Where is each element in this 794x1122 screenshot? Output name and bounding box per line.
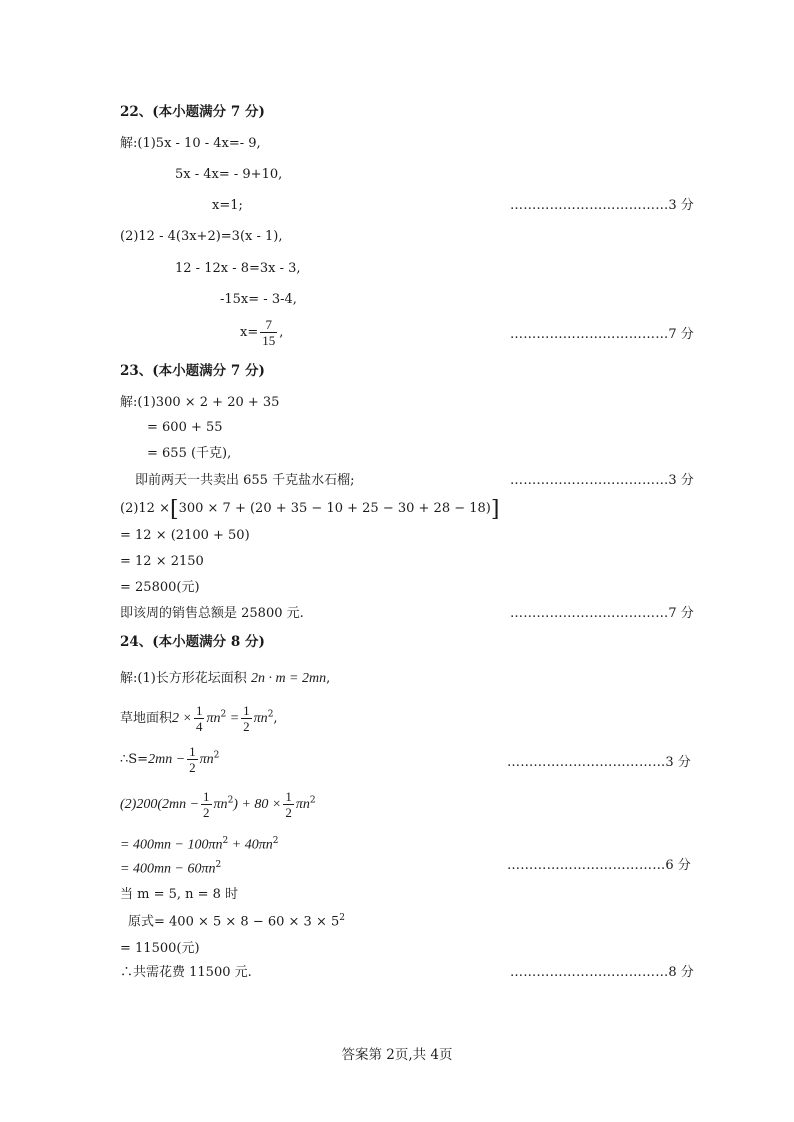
exponent: 2 <box>215 860 222 870</box>
q23-line5 <box>120 499 499 521</box>
score-dots: ……………………………… <box>510 198 669 213</box>
page-footer: 答案第 2页,共 4页 <box>341 1047 453 1063</box>
fraction-denominator: 2 <box>203 805 210 820</box>
fraction <box>194 704 205 733</box>
q24-line2 <box>120 704 278 733</box>
math-text: πn <box>295 797 310 812</box>
q24-title: 24、(本小题满分 8 分) <box>120 634 265 650</box>
score-label: 6 分 <box>665 858 691 873</box>
fraction <box>187 745 198 774</box>
math-text: (2)200(2mn − <box>120 797 200 812</box>
right-bracket: ] <box>490 497 500 522</box>
q23-title: 23、(本小题满分 7 分) <box>120 363 265 379</box>
left-bracket: [ <box>169 497 179 522</box>
q22-p2-line4 <box>240 318 283 347</box>
math-text: πn <box>206 711 221 726</box>
math-text: ∴S= <box>120 752 149 767</box>
score-label: 7 分 <box>668 606 694 621</box>
q23-line1: 解:(1)300 × 2 + 20 + 35 <box>120 395 280 410</box>
math-text: 300 × 7 + (20 + 35 − 10 + 25 − 30 + 28 − 18) <box>178 501 491 516</box>
exponent: 2 <box>220 709 227 720</box>
q24-line8 <box>128 914 345 928</box>
q22-p1-line1: 解:(1)5x - 10 - 4x=- 9, <box>120 136 261 151</box>
fraction <box>201 790 212 819</box>
score-dots: ……………………………… <box>507 858 666 873</box>
fraction <box>241 704 252 733</box>
q22-p1-line2: 5x - 4x= - 9+10, <box>175 167 283 182</box>
q23-line7: = 12 × 2150 <box>120 554 204 569</box>
body-text: 草地面积 <box>120 711 173 726</box>
q23-line6: = 12 × (2100 + 50) <box>120 528 250 543</box>
fraction <box>283 790 294 819</box>
q24-line1 <box>120 672 330 686</box>
exponent: 2 <box>227 795 234 806</box>
fraction-numerator: 1 <box>243 703 250 718</box>
math-text: 2mn − <box>148 752 186 767</box>
math-text: x= <box>240 325 259 340</box>
score-dots: ……………………………… <box>510 473 669 488</box>
q24-line7: 当 m = 5, n = 8 时 <box>120 887 239 902</box>
q24-score-2 <box>507 859 691 872</box>
score-dots: ……………………………… <box>510 606 669 621</box>
math-text: πn <box>213 797 228 812</box>
exponent: 2 <box>272 836 279 846</box>
fraction-denominator: 4 <box>195 719 203 734</box>
score-label: 3 分 <box>668 198 694 213</box>
fraction-numerator: 1 <box>203 789 210 804</box>
score-label: 3 分 <box>665 755 691 770</box>
q22-title: 22、(本小题满分 7 分) <box>120 104 265 120</box>
q24-line6 <box>120 861 221 876</box>
body-text: 解:(1)长方形花坛面积 <box>120 671 247 686</box>
q24-line9: = 11500(元) <box>120 941 200 956</box>
score-dots: ……………………………… <box>510 965 669 980</box>
math-text: (2)12 × <box>120 501 170 516</box>
q22-p1-line3: x=1; <box>212 198 243 213</box>
math-text: + 40πn <box>228 837 273 853</box>
q23-line3: = 655 (千克), <box>147 446 232 461</box>
math-text: , <box>326 671 331 686</box>
math-text: πn <box>199 752 214 767</box>
score-label: 7 分 <box>668 327 694 342</box>
math-text: 原式= 400 × 5 × 8 − 60 × 3 × 5 <box>128 914 340 930</box>
fraction-denominator: 15 <box>262 333 276 348</box>
math-text: = 400mn − 100πn <box>120 837 223 853</box>
fraction-numerator: 1 <box>189 744 196 759</box>
fraction <box>260 318 277 347</box>
q22-score-1 <box>510 199 694 212</box>
math-text: = 400mn − 60πn <box>120 861 216 877</box>
q22-score-2 <box>510 328 694 341</box>
math-text: ) + 80 × <box>233 797 282 812</box>
q23-score-2 <box>510 607 694 620</box>
fraction-numerator: 1 <box>195 703 203 718</box>
q22-p2-line2: 12 - 12x - 8=3x - 3, <box>175 261 301 276</box>
exponent: 2 <box>222 836 229 846</box>
q24-score-3 <box>510 966 694 979</box>
math-text: πn <box>253 711 268 726</box>
score-dots: ……………………………… <box>510 327 669 342</box>
math-text: , <box>279 325 284 340</box>
math-text: = <box>226 711 240 726</box>
fraction-denominator: 2 <box>189 760 196 775</box>
score-label: 3 分 <box>668 473 694 488</box>
math-expression: 2n · m = 2mn <box>250 671 327 686</box>
exponent: 2 <box>213 750 220 761</box>
score-label: 8 分 <box>668 965 694 980</box>
q23-score-1 <box>510 474 694 487</box>
q24-line4 <box>120 790 316 819</box>
fraction-denominator: 2 <box>243 719 250 734</box>
exponent: 2 <box>339 913 345 923</box>
q24-line3 <box>120 745 219 774</box>
q24-line10: ∴共需花费 11500 元. <box>120 965 252 980</box>
fraction-denominator: 2 <box>285 805 292 820</box>
exponent: 2 <box>309 795 316 806</box>
q23-line2: = 600 + 55 <box>147 420 223 435</box>
math-text: 2 × <box>172 711 192 726</box>
q24-score-1 <box>507 756 691 769</box>
q22-p2-line1: (2)12 - 4(3x+2)=3(x - 1), <box>120 229 283 244</box>
exponent: 2 <box>267 709 274 720</box>
fraction-numerator: 1 <box>285 789 292 804</box>
q23-line4: 即前两天一共卖出 655 千克盐水石榴; <box>135 473 355 488</box>
q24-line5 <box>120 837 278 852</box>
fraction-numerator: 7 <box>260 318 277 333</box>
q23-line9: 即该周的销售总额是 25800 元. <box>120 606 304 621</box>
math-text: , <box>273 711 278 726</box>
q23-line8: = 25800(元) <box>120 580 200 595</box>
score-dots: ……………………………… <box>507 755 666 770</box>
q22-p2-line3: -15x= - 3-4, <box>220 292 297 307</box>
